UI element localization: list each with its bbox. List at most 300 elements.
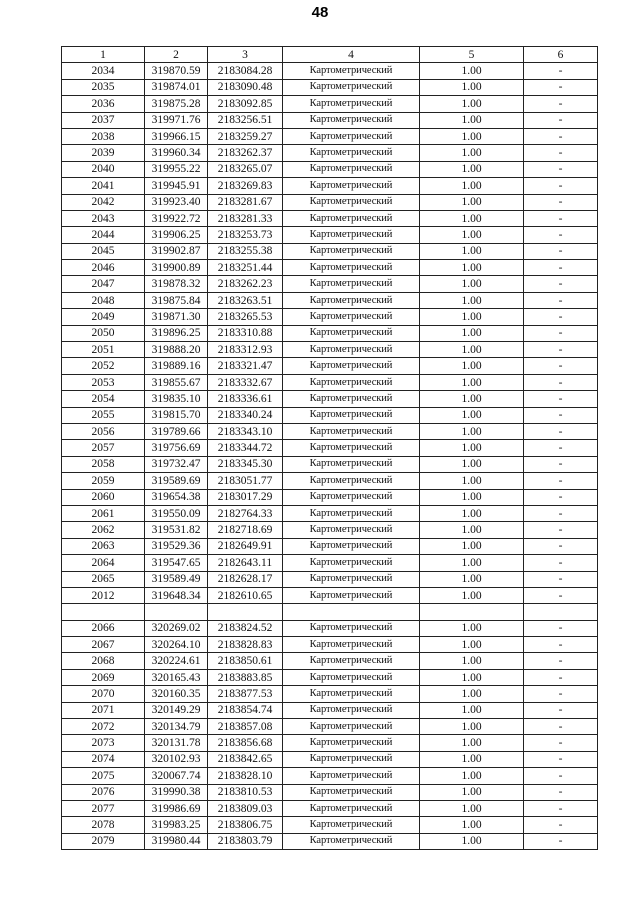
table-cell: 319756.69 (145, 440, 208, 456)
table-cell: 319835.10 (145, 391, 208, 407)
table-cell: 2183262.23 (208, 276, 283, 292)
table-body (62, 63, 598, 850)
table-row (62, 440, 598, 456)
table-cell: Картометрический (283, 735, 420, 751)
table-cell: 2052 (62, 358, 145, 374)
table-cell: 1.00 (420, 768, 524, 784)
table-row (62, 210, 598, 226)
table-cell: Картометрический (283, 800, 420, 816)
table-cell: 320160.35 (145, 686, 208, 702)
table-cell: 2182610.65 (208, 587, 283, 603)
table-cell: 2077 (62, 800, 145, 816)
table-cell (420, 604, 524, 620)
table-cell: 2039 (62, 145, 145, 161)
table-cell: 1.00 (420, 194, 524, 210)
table-cell: 319922.72 (145, 210, 208, 226)
table-cell: - (524, 63, 598, 79)
table-row (62, 637, 598, 653)
table-cell: - (524, 210, 598, 226)
table-cell: Картометрический (283, 587, 420, 603)
table-cell: 320067.74 (145, 768, 208, 784)
table-cell: - (524, 112, 598, 128)
table-row (62, 79, 598, 95)
table-cell: - (524, 719, 598, 735)
table-cell: 2183345.30 (208, 456, 283, 472)
table-cell: 320102.93 (145, 751, 208, 767)
table-cell: Картометрический (283, 325, 420, 341)
table-cell: - (524, 358, 598, 374)
table-cell: 2183084.28 (208, 63, 283, 79)
table-row (62, 342, 598, 358)
table-cell: Картометрический (283, 571, 420, 587)
table-cell: 319986.69 (145, 800, 208, 816)
table-cell: 319550.09 (145, 505, 208, 521)
table-cell: 1.00 (420, 833, 524, 849)
table-cell: 2183803.79 (208, 833, 283, 849)
table-cell: 2183262.37 (208, 145, 283, 161)
table-cell: 1.00 (420, 522, 524, 538)
table-cell: 2183256.51 (208, 112, 283, 128)
table-cell: - (524, 571, 598, 587)
table-cell: 319815.70 (145, 407, 208, 423)
table-cell: 1.00 (420, 391, 524, 407)
table-cell: 320131.78 (145, 735, 208, 751)
table-cell: - (524, 817, 598, 833)
table-cell: 2183344.72 (208, 440, 283, 456)
table-cell: - (524, 702, 598, 718)
table-cell: 2012 (62, 587, 145, 603)
table-cell: 2183824.52 (208, 620, 283, 636)
table-cell: - (524, 309, 598, 325)
table-row (62, 817, 598, 833)
table-cell: 2065 (62, 571, 145, 587)
table-cell: 1.00 (420, 63, 524, 79)
table-cell: 319983.25 (145, 817, 208, 833)
table-cell: - (524, 161, 598, 177)
table-cell: 2044 (62, 227, 145, 243)
table-cell: Картометрический (283, 538, 420, 554)
table-cell: Картометрический (283, 784, 420, 800)
table-cell: 2038 (62, 128, 145, 144)
table-cell: 2182718.69 (208, 522, 283, 538)
table-cell: 2079 (62, 833, 145, 849)
table-cell: 1.00 (420, 79, 524, 95)
table-cell: 1.00 (420, 96, 524, 112)
table-cell: - (524, 440, 598, 456)
table-cell: 1.00 (420, 669, 524, 685)
table-cell: 319906.25 (145, 227, 208, 243)
table-cell: 2183281.67 (208, 194, 283, 210)
table-row (62, 128, 598, 144)
table-cell: 319648.34 (145, 587, 208, 603)
table-cell: 320134.79 (145, 719, 208, 735)
table-cell: Картометрический (283, 473, 420, 489)
table-cell: 1.00 (420, 128, 524, 144)
table-row (62, 423, 598, 439)
table-cell: 2049 (62, 309, 145, 325)
table-cell: 2183090.48 (208, 79, 283, 95)
table-cell: Картометрический (283, 260, 420, 276)
table-cell: 1.00 (420, 751, 524, 767)
table-cell: 2183092.85 (208, 96, 283, 112)
table-cell: 1.00 (420, 587, 524, 603)
table-cell: 2054 (62, 391, 145, 407)
table-cell: 2075 (62, 768, 145, 784)
table-cell: 319589.49 (145, 571, 208, 587)
table-cell: Картометрический (283, 637, 420, 653)
table-row (62, 161, 598, 177)
table-cell: 1.00 (420, 210, 524, 226)
table-cell: Картометрический (283, 833, 420, 849)
table-cell: - (524, 128, 598, 144)
table-cell: 319874.01 (145, 79, 208, 95)
table-cell: - (524, 342, 598, 358)
table-cell: 2048 (62, 292, 145, 308)
table-cell: 2183806.75 (208, 817, 283, 833)
column-header: 3 (208, 47, 283, 63)
table-cell: - (524, 768, 598, 784)
table-cell: 2036 (62, 96, 145, 112)
table-cell: 1.00 (420, 260, 524, 276)
table-row (62, 751, 598, 767)
table-cell: Картометрический (283, 768, 420, 784)
table-cell: 2183255.38 (208, 243, 283, 259)
table-cell: - (524, 555, 598, 571)
table-cell: 2064 (62, 555, 145, 571)
table-row (62, 325, 598, 341)
table-cell: - (524, 407, 598, 423)
table-cell: - (524, 505, 598, 521)
table-cell: - (524, 620, 598, 636)
table-cell: - (524, 800, 598, 816)
table-cell: Картометрический (283, 719, 420, 735)
table-cell: 2071 (62, 702, 145, 718)
table-row (62, 604, 598, 620)
table-cell: - (524, 374, 598, 390)
table-cell: Картометрический (283, 489, 420, 505)
table-cell: 2061 (62, 505, 145, 521)
table-cell: 319896.25 (145, 325, 208, 341)
table-cell: 1.00 (420, 292, 524, 308)
table-cell: 1.00 (420, 112, 524, 128)
table-cell: 2183263.51 (208, 292, 283, 308)
table-cell: - (524, 489, 598, 505)
table-cell: 319529.36 (145, 538, 208, 554)
column-header: 1 (62, 47, 145, 63)
table-cell: 319889.16 (145, 358, 208, 374)
table-cell: 319900.89 (145, 260, 208, 276)
table-row (62, 407, 598, 423)
table-cell: 319902.87 (145, 243, 208, 259)
table-cell: 320224.61 (145, 653, 208, 669)
table-cell: Картометрический (283, 243, 420, 259)
table-cell: 2043 (62, 210, 145, 226)
table-cell: 2183877.53 (208, 686, 283, 702)
table-row (62, 358, 598, 374)
table-cell: Картометрический (283, 63, 420, 79)
table-cell: 1.00 (420, 784, 524, 800)
table-cell: Картометрический (283, 145, 420, 161)
table-cell: Картометрический (283, 522, 420, 538)
column-header: 6 (524, 47, 598, 63)
coordinates-table (61, 46, 598, 850)
table-cell: Картометрический (283, 817, 420, 833)
table-cell: 319547.65 (145, 555, 208, 571)
table-cell: 1.00 (420, 489, 524, 505)
table-cell: 2072 (62, 719, 145, 735)
table-cell: 2041 (62, 178, 145, 194)
table-cell: 1.00 (420, 637, 524, 653)
table-cell: 2034 (62, 63, 145, 79)
table-cell: Картометрический (283, 407, 420, 423)
table-cell: - (524, 292, 598, 308)
table-cell: 319654.38 (145, 489, 208, 505)
table-row (62, 276, 598, 292)
table-cell: 2037 (62, 112, 145, 128)
table-cell: - (524, 751, 598, 767)
table-cell: 1.00 (420, 309, 524, 325)
table-cell: 2183269.83 (208, 178, 283, 194)
table-cell: 2183343.10 (208, 423, 283, 439)
table-cell: - (524, 735, 598, 751)
table-cell: 1.00 (420, 505, 524, 521)
table-cell: 1.00 (420, 817, 524, 833)
table-cell: 2182649.91 (208, 538, 283, 554)
table-cell: 319855.67 (145, 374, 208, 390)
table-cell: - (524, 194, 598, 210)
table-cell (62, 604, 145, 620)
table-cell: 320269.02 (145, 620, 208, 636)
table-cell: - (524, 473, 598, 489)
table-cell: 1.00 (420, 161, 524, 177)
table-cell: 319875.28 (145, 96, 208, 112)
table-row (62, 833, 598, 849)
table-cell: 2183265.53 (208, 309, 283, 325)
table-cell: 2183340.24 (208, 407, 283, 423)
table-cell (208, 604, 283, 620)
table-row (62, 800, 598, 816)
table-row (62, 292, 598, 308)
table-cell: Картометрический (283, 374, 420, 390)
table-cell: 2050 (62, 325, 145, 341)
table-row (62, 653, 598, 669)
column-header: 2 (145, 47, 208, 63)
table-cell: - (524, 96, 598, 112)
table-cell: Картометрический (283, 423, 420, 439)
table-cell: 2059 (62, 473, 145, 489)
table-cell: 1.00 (420, 538, 524, 554)
table-cell: 2183332.67 (208, 374, 283, 390)
table-cell: Картометрический (283, 620, 420, 636)
table-cell: 1.00 (420, 620, 524, 636)
table-cell: Картометрический (283, 555, 420, 571)
table-cell: 2073 (62, 735, 145, 751)
table-cell: 2062 (62, 522, 145, 538)
table-cell: - (524, 145, 598, 161)
table-cell: 2051 (62, 342, 145, 358)
table-cell: Картометрический (283, 358, 420, 374)
table-cell: 2182764.33 (208, 505, 283, 521)
table-cell: 1.00 (420, 702, 524, 718)
table-row (62, 489, 598, 505)
table-cell: - (524, 79, 598, 95)
table-row (62, 243, 598, 259)
table-cell: - (524, 669, 598, 685)
table-cell: Картометрический (283, 342, 420, 358)
table-cell: 2183259.27 (208, 128, 283, 144)
table-cell: 319870.59 (145, 63, 208, 79)
table-cell: - (524, 391, 598, 407)
table-header-row (62, 47, 598, 63)
table-cell: 319945.91 (145, 178, 208, 194)
table-row (62, 735, 598, 751)
table-cell: Картометрический (283, 505, 420, 521)
table-row (62, 702, 598, 718)
table-cell: 1.00 (420, 473, 524, 489)
table-row (62, 587, 598, 603)
table-cell: 2068 (62, 653, 145, 669)
table-cell: 1.00 (420, 800, 524, 816)
table-row (62, 538, 598, 554)
table-cell: 2183883.85 (208, 669, 283, 685)
table-cell: 319875.84 (145, 292, 208, 308)
column-header: 5 (420, 47, 524, 63)
table-cell: Картометрический (283, 227, 420, 243)
table-cell: 319878.32 (145, 276, 208, 292)
table-cell: 1.00 (420, 686, 524, 702)
table-cell: 319589.69 (145, 473, 208, 489)
table-cell: - (524, 423, 598, 439)
table-cell (145, 604, 208, 620)
table-row (62, 669, 598, 685)
table-row (62, 96, 598, 112)
table-cell: 2182628.17 (208, 571, 283, 587)
table-cell: 1.00 (420, 145, 524, 161)
table-cell: 1.00 (420, 243, 524, 259)
table-row (62, 522, 598, 538)
table-cell: 2047 (62, 276, 145, 292)
table-cell: 2183051.77 (208, 473, 283, 489)
table-cell: 2058 (62, 456, 145, 472)
table-cell: - (524, 784, 598, 800)
table-cell: 2183310.88 (208, 325, 283, 341)
table-cell: 1.00 (420, 719, 524, 735)
table-cell: 2183265.07 (208, 161, 283, 177)
table-row (62, 145, 598, 161)
table-cell: 319888.20 (145, 342, 208, 358)
table-cell: - (524, 325, 598, 341)
table-cell: Картометрический (283, 79, 420, 95)
table-cell: Картометрический (283, 276, 420, 292)
table-cell: 1.00 (420, 407, 524, 423)
table-cell: 1.00 (420, 571, 524, 587)
table-cell: 2183850.61 (208, 653, 283, 669)
table-cell: 2183321.47 (208, 358, 283, 374)
table-cell: Картометрический (283, 686, 420, 702)
table-cell: 1.00 (420, 374, 524, 390)
table-row (62, 309, 598, 325)
table-cell: 2183809.03 (208, 800, 283, 816)
table-cell: 2183856.68 (208, 735, 283, 751)
table-cell: - (524, 276, 598, 292)
table-row (62, 686, 598, 702)
table-cell: 2182643.11 (208, 555, 283, 571)
table-cell: 2183854.74 (208, 702, 283, 718)
table-cell: 319980.44 (145, 833, 208, 849)
table-cell: Картометрический (283, 128, 420, 144)
table-row (62, 112, 598, 128)
table-cell: 1.00 (420, 423, 524, 439)
table-row (62, 555, 598, 571)
table-cell: 2042 (62, 194, 145, 210)
table-cell: 2076 (62, 784, 145, 800)
table-row (62, 456, 598, 472)
table-cell: 2045 (62, 243, 145, 259)
table-cell: 1.00 (420, 555, 524, 571)
table-cell: - (524, 637, 598, 653)
table-row (62, 63, 598, 79)
table-cell: 2183251.44 (208, 260, 283, 276)
table-cell: 320165.43 (145, 669, 208, 685)
table-cell: 1.00 (420, 276, 524, 292)
table-cell: Картометрический (283, 161, 420, 177)
table-cell: 319923.40 (145, 194, 208, 210)
table-cell: 319955.22 (145, 161, 208, 177)
table-cell: Картометрический (283, 702, 420, 718)
table-cell: Картометрический (283, 210, 420, 226)
table-cell (283, 604, 420, 620)
table-cell: 2183253.73 (208, 227, 283, 243)
table-cell: 2074 (62, 751, 145, 767)
table-cell: 2040 (62, 161, 145, 177)
table-cell: 2067 (62, 637, 145, 653)
table-cell: 319971.76 (145, 112, 208, 128)
table-cell: 2046 (62, 260, 145, 276)
table-row (62, 620, 598, 636)
table-cell: 319789.66 (145, 423, 208, 439)
table-cell: 2069 (62, 669, 145, 685)
table-cell: - (524, 456, 598, 472)
table-cell: 319732.47 (145, 456, 208, 472)
table-cell: 2060 (62, 489, 145, 505)
table-cell: 1.00 (420, 440, 524, 456)
table-row (62, 571, 598, 587)
table-cell: Картометрический (283, 669, 420, 685)
table-row (62, 260, 598, 276)
table-cell: Картометрический (283, 751, 420, 767)
table-cell: Картометрический (283, 391, 420, 407)
table-row (62, 178, 598, 194)
table-cell: 2035 (62, 79, 145, 95)
table-cell: 319531.82 (145, 522, 208, 538)
table-cell: 1.00 (420, 358, 524, 374)
table-cell: - (524, 260, 598, 276)
table-row (62, 473, 598, 489)
table-cell: - (524, 227, 598, 243)
table-cell: 2183336.61 (208, 391, 283, 407)
table-cell: - (524, 522, 598, 538)
table-cell: 2056 (62, 423, 145, 439)
table-cell: 1.00 (420, 456, 524, 472)
table-row (62, 391, 598, 407)
table-row (62, 374, 598, 390)
table-cell: 2070 (62, 686, 145, 702)
table-cell: - (524, 178, 598, 194)
table-cell: 2055 (62, 407, 145, 423)
table-cell: 2183828.83 (208, 637, 283, 653)
table-cell: Картометрический (283, 178, 420, 194)
table-cell: Картометрический (283, 96, 420, 112)
